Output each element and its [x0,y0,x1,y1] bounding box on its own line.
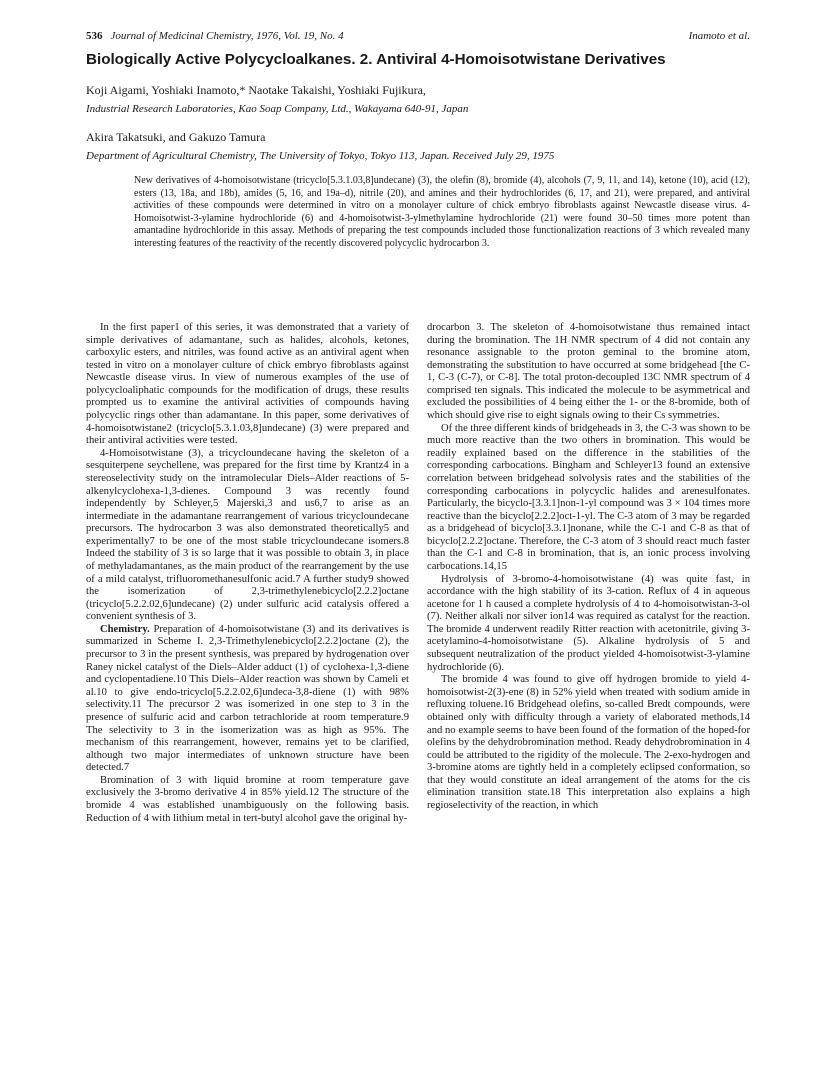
paragraph: The bromide 4 was found to give off hydrogen bromide to yield 4-homoisotwist-2(3)-ene (8) in 52% yield when treated with sodium amide in refluxing toluene.16 Bridgehead olefins, so-called Bredt compounds, were obtained only with difficulty through a variety of elaborated methods,14 and no example seems to have been found of the formation of the hoped-for olefins by the dehydrobromination method. Ready dehydrobromination in 4 could be attributed to the rigidity of the molecule. The 2-exo-hydrogen and 3-bromine atoms are tightly held in a completely eclipsed conformation, so that they would constitute an ideal arrangement of the atoms for the cis elimination transition state.18 This interpretation also explains a high regioselectivity of the reaction, in which [427,674,750,811]
authors-line-1: Koji Aigami, Yoshiaki Inamoto,* Naotake Takaishi, Yoshiaki Fujikura, [86,83,426,97]
left-column [86,322,409,1074]
running-author: Inamoto et al. [688,30,750,42]
paragraph: drocarbon 3. The skeleton of 4-homoisotwistane thus remained intact during the bromination. The 1H NMR spectrum of 4 did not contain any resonance assignable to the proton geminal to the bromine atom, demonstrating the substitution to have occurred at some bridgehead [the C-1, C-3 (C-7), or C-8]. The total proton-decoupled 13C NMR spectrum of 4 comprised ten signals. This indicated the molecule to be asymmetrical and excluded the possibilities of 4 being either the 1- or the 8-bromide, both of which should give rise to eight signals owing to their Cs symmetries. [427,322,750,422]
paragraph: In the first paper1 of this series, it was demonstrated that a variety of simple derivatives of adamantane, such as halides, alcohols, ketones, carboxylic esters, and nitriles, was found active as an antiviral agent when tested in vitro on a monolayer culture of chick embryo fibroblasts against Newcastle disease virus. In view of numerous examples of the use of polycycloaliphatic compounds for the modification of drugs, these results prompted us to examine the antiviral activities of compounds having polycyclic rings other than adamantane. In this paper, some derivatives of 4-homoisotwistane2 (tricyclo[5.3.1.03,8]undecane) (3) were prepared and their antiviral activities were tested. [86,322,409,447]
paragraph: Hydrolysis of 3-bromo-4-homoisotwistane (4) was quite fast, in accordance with the high stability of its 3-cation. Reflux of 4 in aqueous acetone for 1 h caused a complete hydrolysis of 4 to 4-homoisotwistan-3-ol (7). Neither alkali nor silver ion14 was required as catalyst for the reaction. The bromide 4 underwent readily Ritter reaction with acetonitrile, giving 3-acetylamino-4-homoisotwistane (5). Alkaline hydrolysis of 5 and subsequent neutralization of the product yielded 4-homoisotwist-3-ylamine hydrochloride (6). [427,573,750,673]
running-head [86,30,750,44]
paragraph: 4-Homoisotwistane (3), a tricycloundecane having the skeleton of a sesquiterpene seychellene, was prepared for the first time by Krantz4 in a stereoselectivity study on the intramolecular Diels–Alder reactions of 5-alkenylcyclohexa-1,3-dienes. Compound 3 was recently found independently by Schleyer,5 Majerski,3 and us6,7 to arise as an intermediate in the adamantane rearrangement of various tricycloundecane precursors. The hydrocarbon 3 was also demonstrated theoretically5 and experimentally7 to be one of the most stable tricycloundecane isomers.8 Indeed the stability of 3 is so large that it was possible to obtain 3, in place of methyladamantanes, as the main product of the rearrangement by the use of a mild catalyst, trifluoromethanesulfonic acid.7 A further study9 showed the isomerization of 2,3-trimethylenebicyclo[2.2.2]octane (tricyclo[5.2.2.02,6]undecane) (2) under sulfuric acid catalysis offered a convenient synthesis of 3. [86,447,409,623]
right-column [427,322,750,1074]
journal-page [86,30,750,824]
paragraph: Of the three different kinds of bridgeheads in 3, the C-3 was shown to be much more reactive than the two others in bromination. This would be readily explained based on the difference in the stabilities of the corresponding carbocations. Bingham and Schleyer13 found an extensive correlation between bridgehead solvolysis rates and the stabilities of the corresponding carbocations in polycyclic halides and arenesulfonates. Particularly, the bicyclo-[3.3.1]non-1-yl compound was 3 × 104 times more reactive than the bicyclo[2.2.2]oct-1-yl. The C-3 atom of 3 may be regarded as a bridgehead of bicyclo[3.3.1]nonane, while the C-1 and C-8 as that of bicyclo[2.2.2]octane. Therefore, the C-3 atom of 3 should react much faster than the C-1 and C-8 in bromination, that is, an ionic process involving carbocations.14,15 [427,422,750,572]
affiliation-1: Industrial Research Laboratories, Kao Soap Company, Ltd., Wakayama 640-91, Japan [86,103,469,115]
running-head-left [86,30,344,42]
body-columns [86,322,750,1074]
paragraph: Bromination of 3 with liquid bromine at room temperature gave exclusively the 3-bromo derivative 4 in 85% yield.12 The structure of the bromide 4 was established unambiguously on the following basis. Reduction of 4 with lithium metal in tert-butyl alcohol gave the original hy- [86,774,409,824]
paragraph-text: Preparation of 4-homoisotwistane (3) and its derivatives is summarized in Scheme I. 2,3-Trimethylenebicyclo[2.2.2]octane (2), the precursor to 3 in the present synthesis, was prepared by hydrogenation over Raney nickel catalyst of the Diels–Alder adduct (1) of cyclohexa-1,3-diene and cyclopentadiene.10 This Diels–Alder reaction was shown by Cameli et al.10 to give endo-tricyclo[5.2.2.02,6]undeca-3,8-diene (1) with 98% selectivity.11 The precursor 2 was isomerized in one step to 3 in the presence of sulfuric acid and carbon tetrachloride at room temperature.9 The selectivity to 3 in the isomerization was as high as 95%. The mechanism of this rearrangement, however, remains yet to be clarified, although two major intermediates of unknown structure have been detected.7 [86,623,409,774]
page-number: 536 [86,30,103,42]
authors-line-2: Akira Takatsuki, and Gakuzo Tamura [86,130,266,144]
affiliation-2: Department of Agricultural Chemistry, The University of Tokyo, Tokyo 113, Japan. Received July 29, 1975 [86,150,555,162]
section-heading: Chemistry. [100,623,150,635]
article-title: Biologically Active Polycycloalkanes. 2. Antiviral 4-Homoisotwistane Derivatives [86,51,666,68]
abstract: New derivatives of 4-homoisotwistane (tricyclo[5.3.1.03,8]undecane) (3), the olefin (8), bromide (4), alcohols (7, 9, 11, and 14), ketone (10), acid (12), esters (13, 18a, and 18b), amides (5, 16, and 19a–d), nitrile (20), and amines and their hydrochlorides (6, 17, and 21), were prepared, and antiviral activities of these compounds were determined in vitro on a monolayer culture of chick embryo fibroblasts against Newcastle disease virus. 4-Homoisotwist-3-ylamine hydrochloride (6) and 4-homoisotwist-3-ylmethylamine hydrochloride (21) were found 30–50 times more potent than amantadine hydrochloride in this assay. Methods of preparing the test compounds included those functionalization reactions of 3 which revealed many interesting features of the reactivity of the recently discovered polycyclic hydrocarbon 3. [134,175,750,249]
paragraph [86,624,409,775]
journal-citation: Journal of Medicinal Chemistry, 1976, Vol. 19, No. 4 [110,30,344,42]
